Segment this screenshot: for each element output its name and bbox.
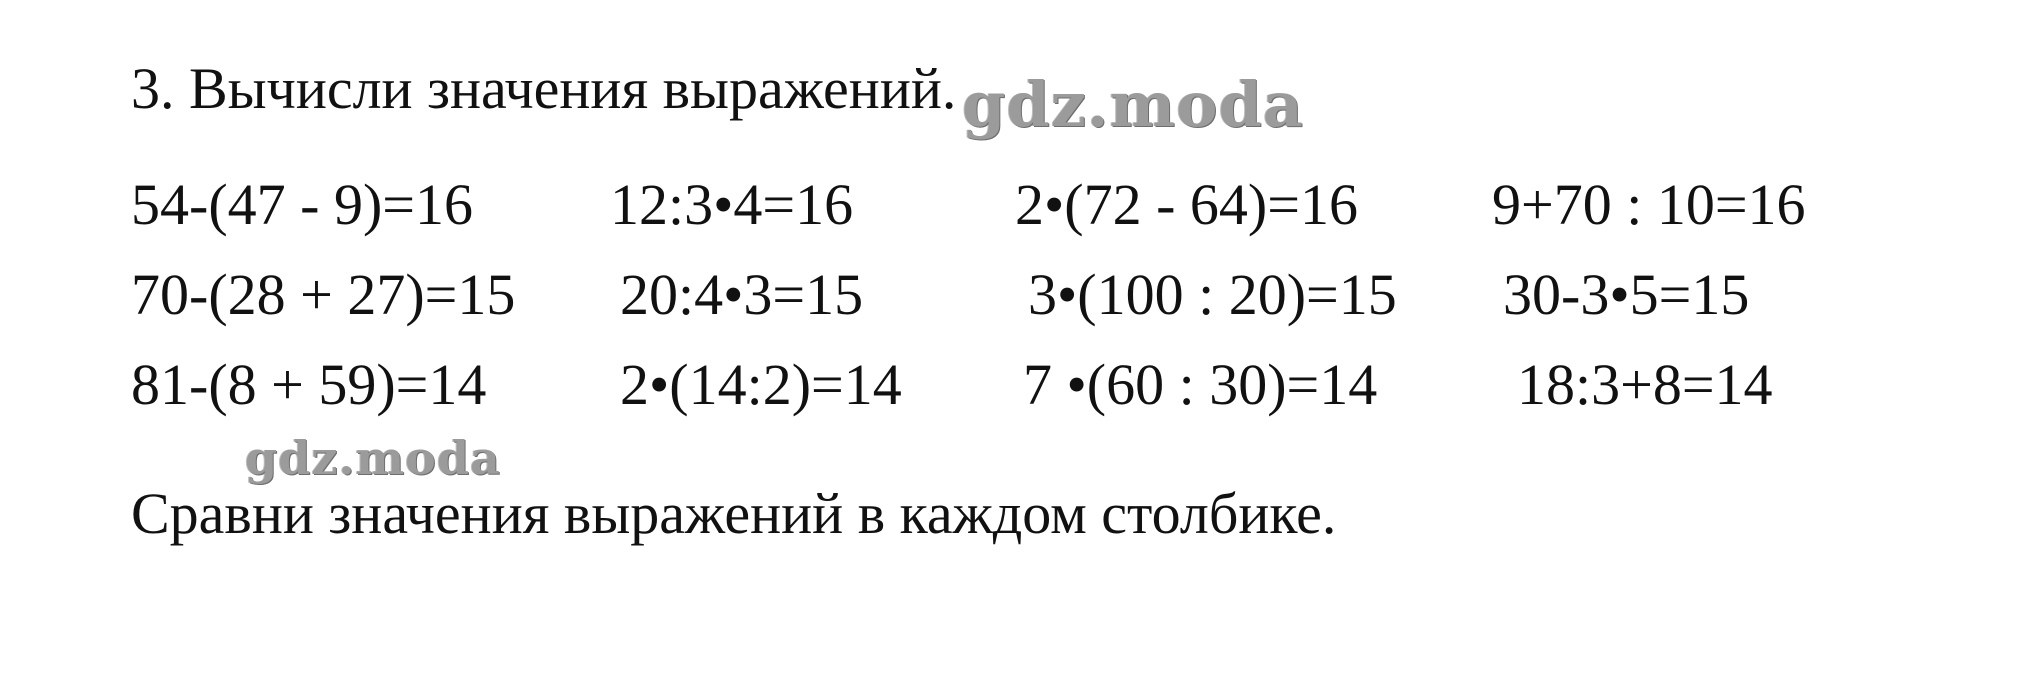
expression-r1-c2: 12:3•4=16	[610, 172, 854, 237]
expression-r2-c1: 70-(28 + 27)=15	[131, 262, 516, 327]
task-heading: 3. Вычисли значения выражений.	[131, 56, 957, 121]
expression-r3-c4: 18:3+8=14	[1517, 352, 1773, 417]
expression-r2-c3: 3•(100 : 20)=15	[1028, 262, 1397, 327]
expression-r2-c2: 20:4•3=15	[620, 262, 864, 327]
expression-r1-c3: 2•(72 - 64)=16	[1015, 172, 1358, 237]
expression-r1-c4: 9+70 : 10=16	[1492, 172, 1806, 237]
expression-r3-c2: 2•(14:2)=14	[620, 352, 902, 417]
expression-r2-c4: 30-3•5=15	[1503, 262, 1750, 327]
expression-r3-c1: 81-(8 + 59)=14	[131, 352, 487, 417]
expression-r3-c3: 7 •(60 : 30)=14	[1023, 352, 1378, 417]
watermark-top: gdz.moda	[962, 68, 1304, 141]
watermark-bottom: gdz.moda	[245, 431, 501, 485]
task-footer: Сравни значения выражений в каждом столбике.	[131, 481, 1337, 546]
expression-r1-c1: 54-(47 - 9)=16	[131, 172, 473, 237]
